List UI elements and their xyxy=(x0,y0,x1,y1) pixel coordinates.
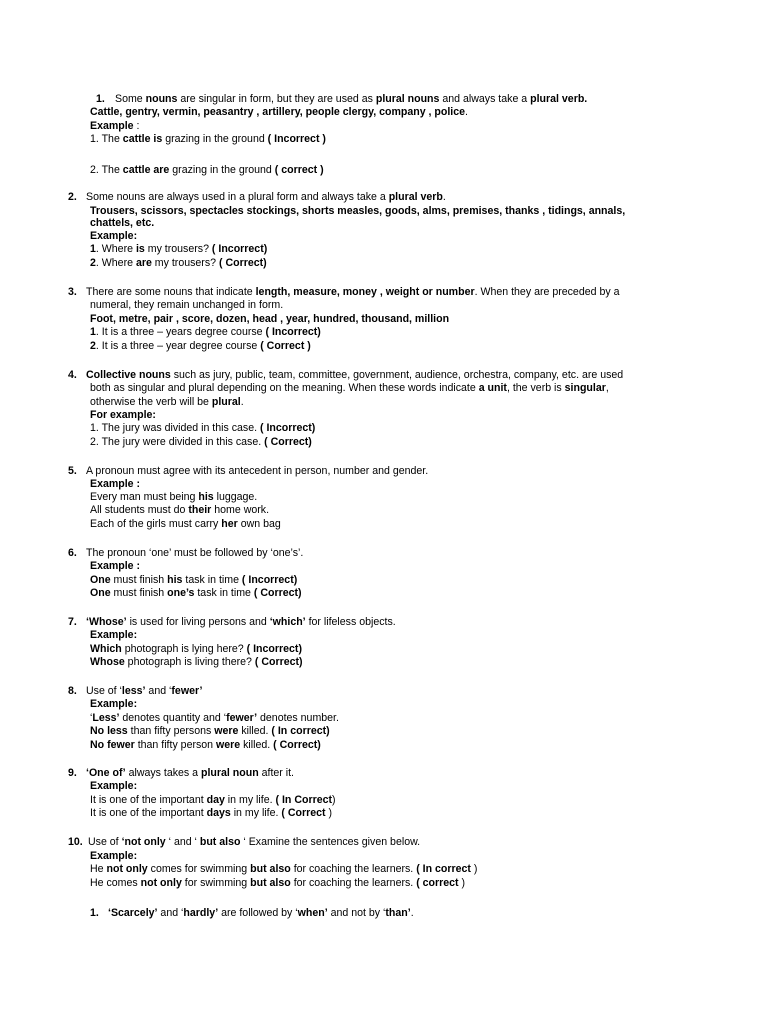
text-run: comes for swimming xyxy=(147,863,251,875)
text-line xyxy=(90,299,283,312)
text-line xyxy=(90,396,244,409)
text-line xyxy=(90,656,303,669)
text-run: : xyxy=(133,120,140,132)
text-line xyxy=(86,616,396,629)
bold-run: than’ xyxy=(385,907,411,919)
bold-run: were xyxy=(214,725,239,737)
bold-run: Example: xyxy=(90,629,138,641)
bold-run: their xyxy=(188,504,212,516)
item-number: 5. xyxy=(68,465,77,477)
bold-run: ( Correct) xyxy=(253,587,302,599)
bold-run: ( Incorrect) xyxy=(259,422,316,434)
bold-run: day xyxy=(206,794,225,806)
bold-run: Collective nouns xyxy=(86,369,171,381)
text-run: grazing in the ground xyxy=(169,164,275,176)
text-run: ) xyxy=(325,807,333,819)
bold-run: ‘not only xyxy=(121,836,166,848)
text-run: and ‘ xyxy=(145,685,172,697)
bold-run: 1 xyxy=(90,326,96,338)
item-number: 8. xyxy=(68,685,77,697)
text-run: All students must do xyxy=(90,504,189,516)
text-line xyxy=(90,739,321,752)
text-line xyxy=(90,217,154,230)
text-run: task in time xyxy=(182,574,242,586)
text-run: ‘ and ‘ xyxy=(165,836,200,848)
text-run: Use of ‘ xyxy=(86,685,122,697)
text-run: 2. The xyxy=(90,164,123,176)
text-run: must finish xyxy=(110,587,168,599)
text-line xyxy=(90,504,269,517)
bold-run: Trousers, scissors, spectacles stockings, shorts measles, goods, alms, premises, thanks , tidings, annals, xyxy=(90,205,626,217)
text-line xyxy=(90,106,468,119)
bold-run: 2 xyxy=(90,340,96,352)
text-line xyxy=(86,465,428,478)
text-run: photograph is living there? xyxy=(124,656,255,668)
text-line xyxy=(86,369,623,382)
bold-run: ( Incorrect) xyxy=(211,243,268,255)
bold-run: One xyxy=(90,574,111,586)
text-run: after it. xyxy=(258,767,294,779)
bold-run: Example: xyxy=(90,698,138,710)
bold-run: Less’ xyxy=(92,712,120,724)
bold-run: not only xyxy=(140,877,182,889)
text-run: otherwise the verb will be xyxy=(90,396,212,408)
text-run: than fifty person xyxy=(134,739,217,751)
bold-run: ( Correct) xyxy=(218,257,267,269)
text-line xyxy=(86,767,294,780)
bold-run: fewer’ xyxy=(226,712,258,724)
text-run: It is one of the important xyxy=(90,794,207,806)
text-run: . Where xyxy=(95,257,136,269)
bold-run: One xyxy=(90,587,111,599)
text-run: and always take a xyxy=(439,93,531,105)
text-line xyxy=(90,518,281,531)
text-line xyxy=(90,436,312,449)
bold-run: ‘Whose’ xyxy=(86,616,127,628)
text-line xyxy=(90,326,321,339)
bold-run: No fewer xyxy=(90,739,135,751)
text-line xyxy=(108,907,414,920)
text-run: in my life. xyxy=(224,794,276,806)
bold-run: is xyxy=(135,243,145,255)
text-line xyxy=(90,807,332,820)
bold-run: ‘which’ xyxy=(269,616,306,628)
bold-run: but also xyxy=(250,863,291,875)
bold-run: were xyxy=(216,739,241,751)
text-run: luggage. xyxy=(213,491,258,503)
text-line xyxy=(90,478,140,491)
text-line xyxy=(90,243,267,256)
text-run: Every man must being xyxy=(90,491,199,503)
text-run: grazing in the ground xyxy=(162,133,268,145)
text-line xyxy=(90,850,137,863)
text-run: must finish xyxy=(110,574,168,586)
bold-run: less’ xyxy=(121,685,146,697)
bold-run: chattels, etc. xyxy=(90,217,155,229)
text-run: It is one of the important xyxy=(90,807,207,819)
bold-run: Example xyxy=(90,120,134,132)
bold-run: ‘One of’ xyxy=(86,767,126,779)
text-line xyxy=(88,836,420,849)
text-line xyxy=(90,164,324,177)
text-run: The pronoun ‘one’ must be followed by ‘one’s’. xyxy=(86,547,304,559)
bold-run: plural xyxy=(211,396,241,408)
bold-run: Example : xyxy=(90,478,141,490)
text-line xyxy=(86,286,619,299)
bold-run: his xyxy=(198,491,214,503)
text-run: ) xyxy=(470,863,478,875)
text-run: He comes xyxy=(90,877,141,889)
bold-run: ( Correct xyxy=(281,807,326,819)
text-line xyxy=(90,863,477,876)
text-line xyxy=(86,191,446,204)
item-number: 9. xyxy=(68,767,77,779)
text-run: task in time xyxy=(194,587,254,599)
text-run: Some nouns are always used in a plural form and always take a xyxy=(86,191,389,203)
text-run: killed. xyxy=(240,739,274,751)
bold-run: Example: xyxy=(90,230,138,242)
text-run: 2. The jury were divided in this case. xyxy=(90,436,265,448)
text-line xyxy=(90,257,267,270)
bold-run: ( In correct) xyxy=(271,725,330,737)
text-line xyxy=(115,93,587,106)
text-line xyxy=(90,313,449,326)
text-line xyxy=(90,422,315,435)
bold-run: ( Correct) xyxy=(264,436,312,448)
bold-run: her xyxy=(221,518,238,530)
bold-run: 2 xyxy=(90,257,96,269)
text-run: ) xyxy=(458,877,466,889)
text-run: and ‘ xyxy=(157,907,184,919)
bold-run: plural verb xyxy=(388,191,443,203)
text-line xyxy=(90,205,625,218)
bold-run: Example : xyxy=(90,560,141,572)
item-number: 6. xyxy=(68,547,77,559)
text-line xyxy=(90,382,609,395)
text-line xyxy=(86,685,202,698)
text-run: . xyxy=(410,907,414,919)
text-run: than fifty persons xyxy=(127,725,215,737)
text-run: . xyxy=(465,106,468,118)
item-number: 7. xyxy=(68,616,77,628)
bold-run: plural verb. xyxy=(530,93,588,105)
text-run: ) xyxy=(332,794,336,806)
text-line xyxy=(90,629,137,642)
text-line xyxy=(90,877,465,890)
text-run: numeral, they remain unchanged in form. xyxy=(90,299,284,311)
text-line xyxy=(90,794,336,807)
bold-run: ( In correct xyxy=(416,863,471,875)
bold-run: but also xyxy=(199,836,241,848)
text-line xyxy=(90,133,326,146)
text-run: denotes number. xyxy=(257,712,339,724)
text-run: . It is a three – year degree course xyxy=(95,340,261,352)
bold-run: length, measure, money , weight or number xyxy=(255,286,475,298)
text-run: for lifeless objects. xyxy=(305,616,396,628)
text-run: and not by ‘ xyxy=(327,907,386,919)
text-line xyxy=(90,712,339,725)
text-run: There are some nouns that indicate xyxy=(86,286,256,298)
text-run: home work. xyxy=(211,504,270,516)
text-run: for swimming xyxy=(181,877,251,889)
bold-run: singular xyxy=(564,382,606,394)
bold-run: are xyxy=(135,257,152,269)
bold-run: No less xyxy=(90,725,128,737)
bold-run: ( Incorrect) xyxy=(246,643,302,655)
bold-run: ( Correct) xyxy=(273,739,321,751)
bold-run: ( Incorrect ) xyxy=(267,133,326,145)
text-run: denotes quantity and ‘ xyxy=(119,712,227,724)
text-line xyxy=(90,698,137,711)
bold-run: plural noun xyxy=(201,767,259,779)
bold-run: cattle is xyxy=(122,133,163,145)
bold-run: 1 xyxy=(90,243,96,255)
bold-run: nouns xyxy=(145,93,178,105)
text-line xyxy=(90,230,137,243)
text-run: Each of the girls must carry xyxy=(90,518,222,530)
bold-run: Foot, metre, pair , score, dozen, head , year, hundred, thousand, million xyxy=(90,313,450,325)
text-run: photograph is lying here? xyxy=(121,643,247,655)
text-run: 1. The xyxy=(90,133,123,145)
text-run: . Where xyxy=(95,243,136,255)
text-run: for coaching the learners. xyxy=(290,863,417,875)
text-run: killed. xyxy=(238,725,272,737)
text-line xyxy=(86,547,303,560)
text-run: He xyxy=(90,863,107,875)
text-run: in my life. xyxy=(230,807,282,819)
text-run: my trousers? xyxy=(151,257,219,269)
text-run: own bag xyxy=(237,518,281,530)
bold-run: Example: xyxy=(90,850,138,862)
text-line xyxy=(90,560,140,573)
bold-run: cattle are xyxy=(122,164,170,176)
item-number: 1. xyxy=(90,907,99,919)
text-line xyxy=(90,340,311,353)
item-number: 1. xyxy=(96,93,105,105)
text-run: . When they are preceded by a xyxy=(474,286,620,298)
text-run: . xyxy=(442,191,446,203)
text-line xyxy=(90,780,137,793)
text-line xyxy=(90,120,139,133)
text-run: such as jury, public, team, committee, government, audience, orchestra, company, etc. are used xyxy=(170,369,624,381)
bold-run: one’s xyxy=(167,587,195,599)
bold-run: hardly’ xyxy=(183,907,219,919)
bold-run: fewer’ xyxy=(171,685,203,697)
bold-run: ( Incorrect) xyxy=(265,326,321,338)
text-run: my trousers? xyxy=(144,243,212,255)
bold-run: a unit xyxy=(478,382,507,394)
text-line xyxy=(90,587,302,600)
bold-run: plural nouns xyxy=(375,93,440,105)
item-number: 3. xyxy=(68,286,77,298)
bold-run: ( Correct ) xyxy=(260,340,311,352)
text-run: for coaching the learners. xyxy=(290,877,417,889)
text-run: both as singular and plural depending on the meaning. When these words indicate xyxy=(90,382,479,394)
bold-run: when’ xyxy=(297,907,328,919)
text-line xyxy=(90,574,297,587)
bold-run: For example: xyxy=(90,409,156,421)
bold-run: ( correct xyxy=(416,877,459,889)
text-run: ‘ Examine the sentences given below. xyxy=(240,836,421,848)
bold-run: Which xyxy=(90,643,122,655)
bold-run: his xyxy=(167,574,183,586)
text-run: 1. The jury was divided in this case. xyxy=(90,422,260,434)
text-run: A pronoun must agree with its antecedent in person, number and gender. xyxy=(86,465,429,477)
text-run: is used for living persons and xyxy=(126,616,270,628)
text-run: Use of xyxy=(88,836,122,848)
bold-run: ( correct ) xyxy=(274,164,324,176)
text-run: , xyxy=(605,382,609,394)
bold-run: ( In Correct xyxy=(275,794,333,806)
text-run: , the verb is xyxy=(506,382,565,394)
bold-run: Cattle, gentry, vermin, peasantry , artillery, people clergy, company , police xyxy=(90,106,466,118)
text-line xyxy=(90,643,302,656)
item-number: 10. xyxy=(68,836,83,848)
bold-run: Example: xyxy=(90,780,138,792)
text-line xyxy=(90,409,156,422)
text-run: ‘ xyxy=(90,712,93,724)
bold-run: Whose xyxy=(90,656,125,668)
text-run: are singular in form, but they are used as xyxy=(177,93,376,105)
text-line xyxy=(90,491,257,504)
bold-run: days xyxy=(206,807,231,819)
text-line xyxy=(90,725,330,738)
bold-run: ( Correct) xyxy=(254,656,303,668)
text-run: are followed by ‘ xyxy=(218,907,298,919)
bold-run: but also xyxy=(250,877,291,889)
item-number: 2. xyxy=(68,191,77,203)
text-run: always takes a xyxy=(125,767,201,779)
text-run: . xyxy=(240,396,244,408)
text-run: Some xyxy=(115,93,146,105)
item-number: 4. xyxy=(68,369,77,381)
bold-run: ( Incorrect) xyxy=(241,574,298,586)
bold-run: ‘Scarcely’ xyxy=(108,907,158,919)
text-run: . It is a three – years degree course xyxy=(95,326,266,338)
bold-run: not only xyxy=(106,863,148,875)
